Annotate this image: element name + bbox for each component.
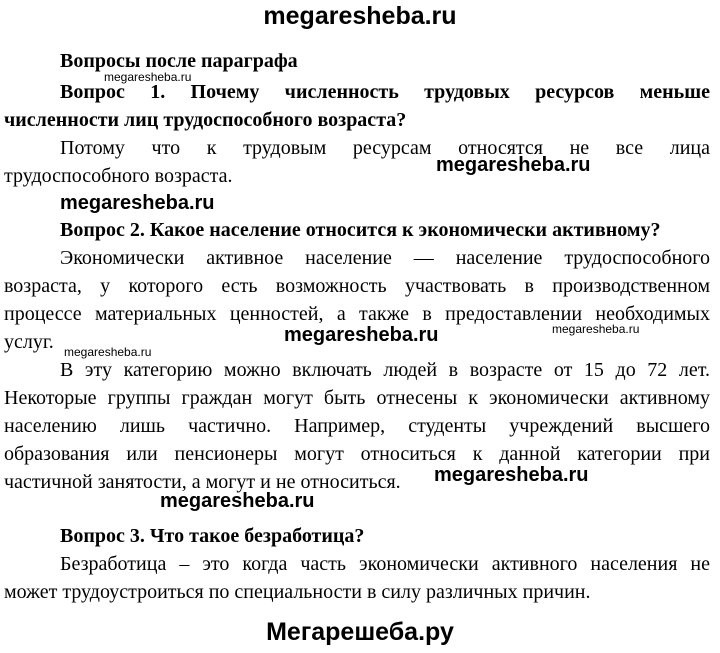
answer-2-part-2 [4, 356, 710, 496]
watermark: megaresheba.ru [284, 324, 439, 346]
question-3-line: Вопрос 3. Что такое безработица? [60, 525, 365, 547]
question-1-line: Вопрос 1. Почему численность трудовых ресурсов меньше [60, 81, 710, 103]
answer-2-line: Экономически активное население — население трудоспособного [60, 247, 710, 269]
footer-watermark: Мегарешеба.ру [266, 618, 454, 646]
answer-2-line: услуг. [4, 331, 54, 353]
question-3 [4, 522, 710, 550]
answer-2-line: процессе материальных ценностей, а также в предоставлении необходимых [4, 303, 710, 325]
watermark: megaresheba.ru [436, 154, 591, 176]
header-watermark: megaresheba.ru [263, 2, 457, 30]
answer-3 [4, 550, 710, 606]
answer-2-line: населению лишь частично. Например, студенты учреждений высшего [4, 415, 710, 437]
watermark-small: megaresheba.ru [552, 322, 640, 336]
answer-1-line: Потому что к трудовым ресурсам относятся не все лица [60, 137, 710, 159]
answer-2-line: Некоторые группы граждан могут быть отнесены к экономически активному [4, 387, 710, 409]
question-2-line: Вопрос 2. Какое население относится к экономически активному? [60, 219, 661, 241]
question-1-line: численности лиц трудоспособного возраста? [4, 109, 407, 131]
watermark-small: megaresheba.ru [104, 70, 192, 84]
answer-1-line: трудоспособного возраста. [4, 165, 233, 187]
question-2 [4, 216, 710, 244]
watermark: megaresheba.ru [160, 490, 315, 512]
answer-3-line: может трудоустроиться по специальности в силу различных причин. [4, 581, 591, 603]
answer-2-line: частичной занятости, а могут и не относиться. [4, 471, 401, 493]
watermark-small: megaresheba.ru [64, 345, 152, 359]
answer-2-line: образования или пенсионеры могут относиться к данной категории при [4, 443, 710, 465]
answer-3-line: Безработица – это когда часть экономически активного населения не [60, 553, 710, 575]
answer-2-line: возраста, у которого есть возможность участвовать в производственном [4, 275, 710, 297]
question-1 [4, 78, 710, 134]
section-title: Вопросы после параграфа [60, 50, 298, 72]
watermark: megaresheba.ru [60, 192, 215, 214]
answer-1 [4, 134, 710, 190]
answer-2-line: В эту категорию можно включать людей в возрасте от 15 до 72 лет. [60, 359, 710, 381]
watermark: megaresheba.ru [434, 464, 589, 486]
